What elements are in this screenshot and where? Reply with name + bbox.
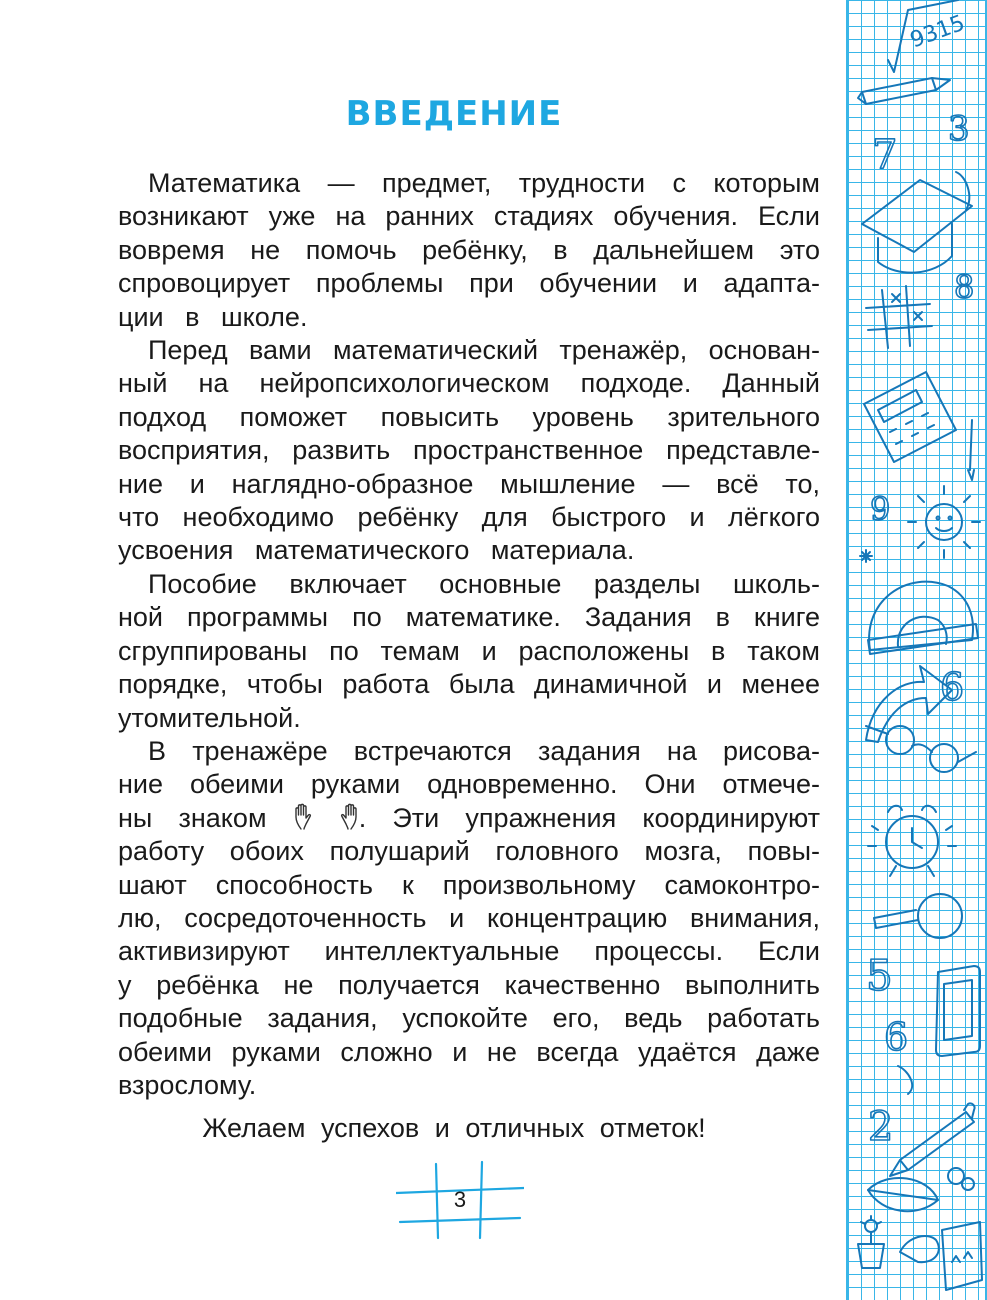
sun-icon xyxy=(908,486,980,558)
svg-text:5: 5 xyxy=(866,951,893,1000)
svg-text:7: 7 xyxy=(872,132,898,178)
text-line: подобные задания, успокойте его, ведь работать xyxy=(118,1003,820,1034)
text-line: ции в школе. xyxy=(118,301,308,332)
text-line: восприятия, развить пространственное представле- xyxy=(118,435,820,466)
svg-text:3: 3 xyxy=(948,109,970,149)
text-fragment: . Эти упражнения координируют xyxy=(358,802,820,833)
text-line: шают способность к произвольному самоконтро- xyxy=(118,869,820,900)
text-line: вовремя не помочь ребёнку, в дальнейшем это xyxy=(118,234,820,265)
text-line: спровоцирует проблемы при обучении и адапта- xyxy=(118,268,820,299)
text-line: Пособие включает основные разделы школь- xyxy=(148,568,820,599)
graduation-cap-icon xyxy=(862,172,972,273)
phone-icon xyxy=(936,966,980,1056)
text-line: ние обеими руками одновременно. Они отмече- xyxy=(118,769,820,800)
text-line: что необходимо ребёнку для быстрого и лёгкого xyxy=(118,502,820,533)
text-line: Математика — предмет, трудности с которым xyxy=(148,168,820,198)
page-title: ВВЕДЕНИЕ xyxy=(345,94,563,134)
text-line: сгруппированы по темам и расположены в таком xyxy=(118,635,820,666)
paragraph-1 xyxy=(88,167,820,334)
text-line: порядке, чтобы работа была динамичной и менее xyxy=(118,669,820,700)
flower-pot-icon xyxy=(858,1216,884,1268)
alarm-clock-icon xyxy=(868,806,956,876)
page-number-box xyxy=(396,1160,524,1240)
magnifier-icon xyxy=(874,894,962,938)
intro-text xyxy=(88,167,820,1102)
svg-text:6: 6 xyxy=(884,1015,909,1059)
paragraph-4 xyxy=(88,735,820,1102)
text-line: ный на нейропсихологическом подходе. Данный xyxy=(118,368,820,399)
text-line: ние и наглядно-образное мышление — всё то, xyxy=(118,468,820,499)
text-line: возникают уже на ранних стадиях обучения. Если xyxy=(118,201,820,232)
text-line: активизируют интеллектуальные процессы. Если xyxy=(118,936,820,967)
text-line: подход поможет повысить уровень зрительного xyxy=(118,401,820,432)
tic-tac-toe-icon xyxy=(866,286,932,348)
pencil-icon xyxy=(858,78,950,104)
protractor-icon xyxy=(868,582,978,654)
text-line: обеими руками сложно и не всегда удаётся даже xyxy=(118,1036,820,1067)
text-line: работу обоих полушарий головного мозга, повы- xyxy=(118,836,820,867)
two-hands-icon xyxy=(293,803,359,831)
svg-text:2: 2 xyxy=(868,1104,894,1150)
numbers-icon: 9315 xyxy=(906,10,969,54)
paragraph-2 xyxy=(88,334,820,568)
text-line: В тренажёре встречаются задания на рисова- xyxy=(148,735,820,766)
svg-text:9: 9 xyxy=(870,490,891,528)
side-doodles xyxy=(848,0,985,1300)
text-line: лю, сосредоточенность и концентрацию внимания, xyxy=(118,902,820,933)
text-line: усвоения математического материала. xyxy=(118,535,635,566)
text-line: утомительной. xyxy=(118,702,301,733)
svg-text:8: 8 xyxy=(954,268,975,306)
doodle-strip xyxy=(846,0,987,1300)
text-line: ной программы по математике. Задания в книге xyxy=(118,602,820,633)
closing-wish: Желаем успехов и отличных отметок! xyxy=(202,1113,706,1143)
page-number: 3 xyxy=(453,1187,467,1212)
text-line: у ребёнка не получается качественно выполнить xyxy=(118,969,820,1000)
text-line: взрослому. xyxy=(118,1069,257,1100)
leaf-icon xyxy=(868,1178,938,1211)
text-fragment: ны знаком xyxy=(118,802,267,833)
text-line-with-icon xyxy=(88,802,820,835)
text-line: Перед вами математический тренажёр, основан- xyxy=(148,335,820,366)
paragraph-3 xyxy=(88,568,820,735)
glasses-icon xyxy=(866,726,976,772)
pen-icon xyxy=(890,1103,975,1176)
svg-text:6: 6 xyxy=(940,665,965,709)
calculator-icon xyxy=(864,372,956,462)
